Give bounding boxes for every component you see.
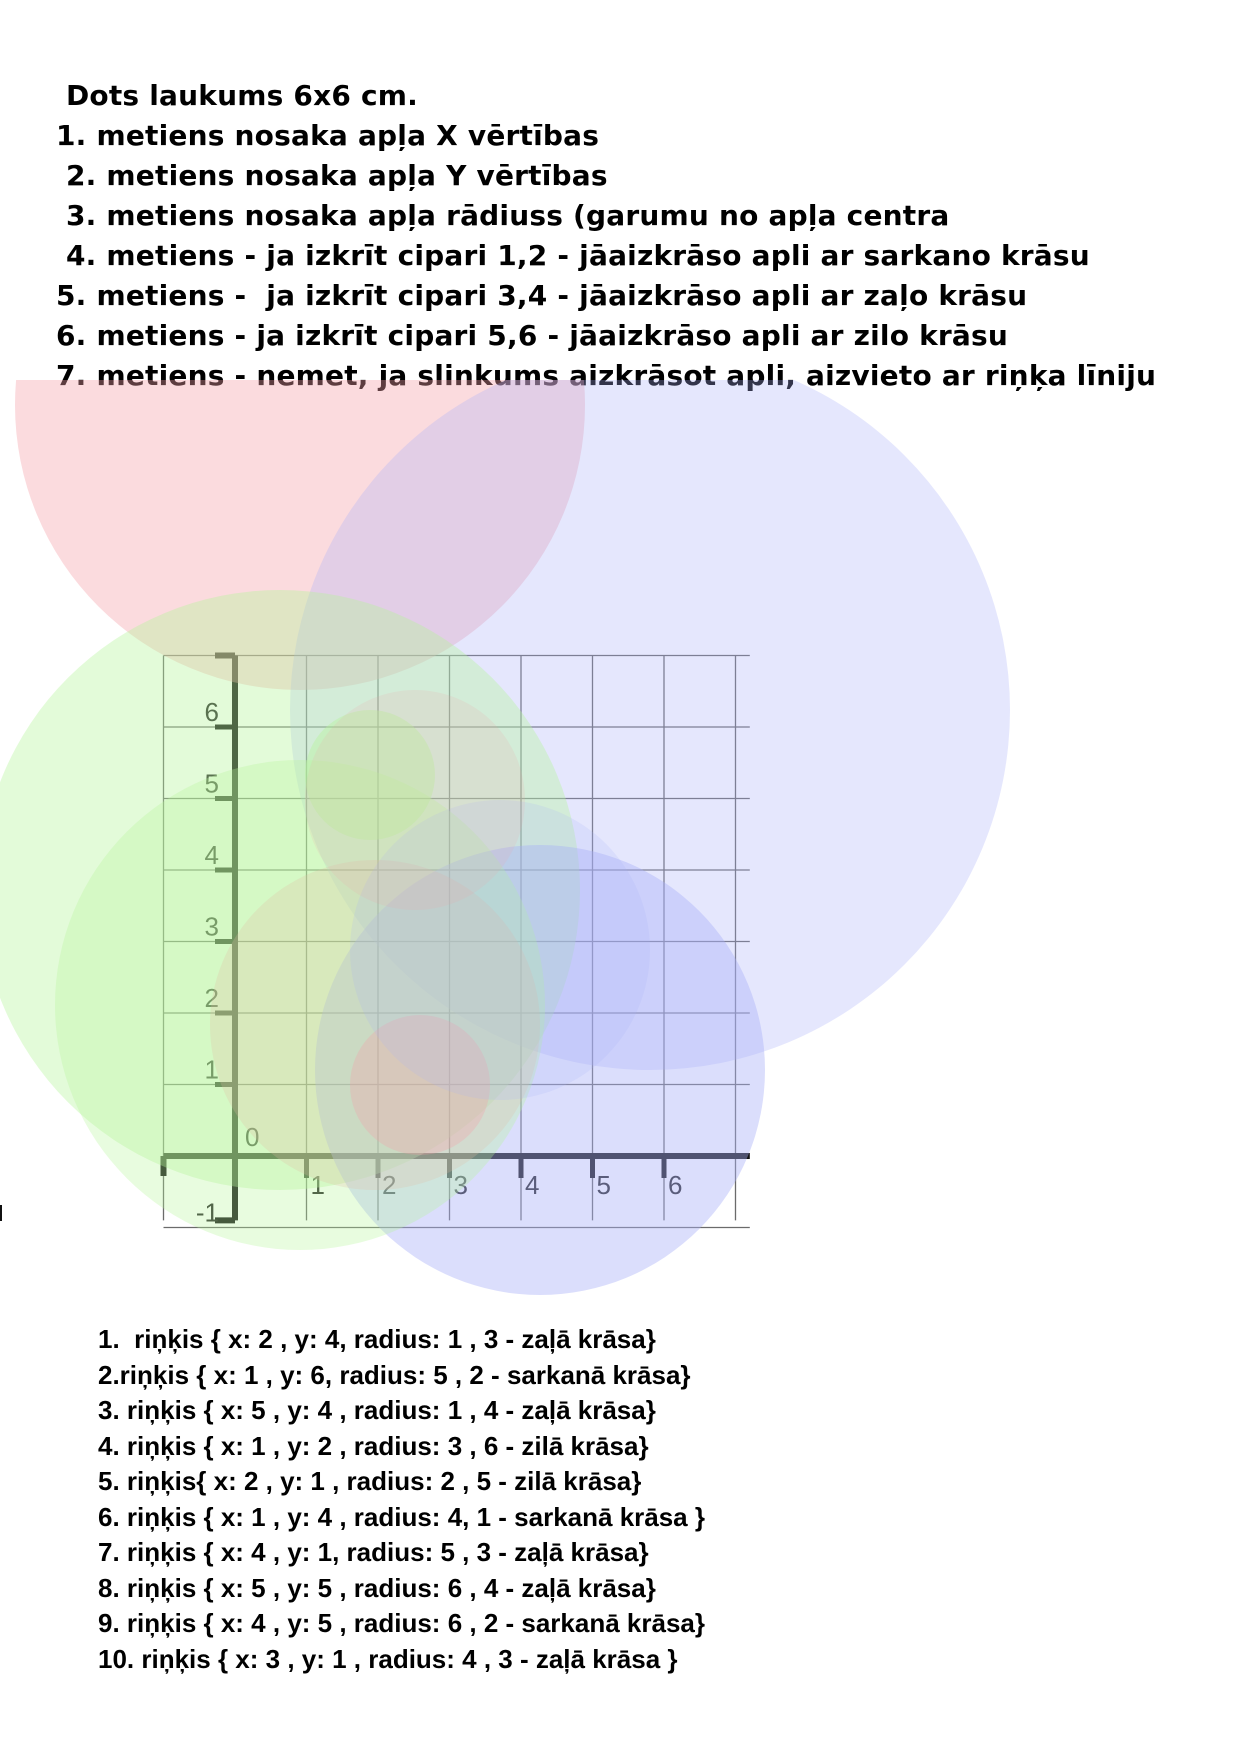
x-tick-label: 2 bbox=[382, 1170, 397, 1200]
circle-entry: 3. riņķis { x: 5 , y: 4 , radius: 1 , 4 - zaļā krāsa} bbox=[98, 1395, 656, 1425]
circle-entry: 6. riņķis { x: 1 , y: 4 , radius: 4, 1 - sarkanā krāsa } bbox=[98, 1501, 705, 1532]
origin-label: 0 bbox=[245, 1122, 260, 1152]
x-tick-label: 1 bbox=[310, 1170, 325, 1200]
circle-entry: 8. riņķis { x: 5 , y: 5 , radius: 6 , 4 - zaļā krāsa} bbox=[98, 1572, 656, 1603]
x-tick-label: 5 bbox=[596, 1170, 611, 1200]
circle-entry: 9. riņķis { x: 4 , y: 5 , radius: 6 , 2 - sarkanā krāsa} bbox=[98, 1608, 705, 1638]
y-tick-label: 3 bbox=[204, 911, 219, 942]
instruction-line: 3. metiens nosaka apļa rādiuss (garumu no apļa centra bbox=[56, 199, 950, 232]
y-tick-label: 6 bbox=[204, 697, 219, 727]
instruction-line: 1. metiens nosaka apļa X vērtības bbox=[56, 119, 600, 152]
instruction-line: 6. metiens - ja izkrīt cipari 5,6 - jāaizkrāso apli ar zilo krāsu bbox=[56, 319, 1009, 352]
instruction-line: 4. metiens - ja izkrīt cipari 1,2 - jāaizkrāso apli ar sarkano krāsu bbox=[56, 239, 1090, 272]
instructions-list bbox=[56, 76, 1156, 396]
circle-chart bbox=[0, 380, 1240, 1320]
x-tick-label: 4 bbox=[525, 1170, 540, 1200]
x-tick-label: 6 bbox=[668, 1170, 683, 1200]
circle-entry: 4. riņķis { x: 1 , y: 2 , radius: 3 , 6 - zilā krāsa} bbox=[98, 1430, 649, 1461]
circle-entry: 5. riņķis{ x: 2 , y: 1 , radius: 2 , 5 - zilā krāsa} bbox=[98, 1466, 642, 1496]
y-tick-label: 2 bbox=[204, 983, 219, 1013]
instruction-line: Dots laukums 6x6 cm. bbox=[56, 79, 418, 112]
y-tick-label: 5 bbox=[204, 768, 219, 799]
circle-list bbox=[98, 1322, 705, 1677]
y-tick-label: 1 bbox=[204, 1054, 219, 1085]
circle-entry: 7. riņķis { x: 4 , y: 1, radius: 5 , 3 - zaļā krāsa} bbox=[98, 1537, 649, 1567]
circle-entry: 2.riņķis { x: 1 , y: 6, radius: 5 , 2 - sarkanā krāsa} bbox=[98, 1359, 691, 1390]
instruction-line: 5. metiens - ja izkrīt cipari 3,4 - jāaizkrāso apli ar zaļo krāsu bbox=[56, 279, 1028, 312]
x-tick-label: 3 bbox=[453, 1170, 468, 1200]
instruction-line: 7. metiens - nemet, ja slinkums aizkrāsot apli, aizvieto ar riņķa līniju bbox=[56, 359, 1157, 392]
instruction-line: 2. metiens nosaka apļa Y vērtības bbox=[56, 159, 608, 192]
circle-entry: 10. riņķis { x: 3 , y: 1 , radius: 4 , 3 - zaļā krāsa } bbox=[98, 1643, 678, 1674]
y-tick-label: 4 bbox=[204, 840, 219, 870]
edge-mark bbox=[0, 1205, 2, 1221]
coordinate-plane bbox=[0, 380, 1240, 1320]
y-tick-label: -1 bbox=[195, 1197, 219, 1228]
circle-entry: 1. riņķis { x: 2 , y: 4, radius: 1 , 3 - zaļā krāsa} bbox=[98, 1324, 656, 1354]
circle-red bbox=[305, 690, 525, 910]
